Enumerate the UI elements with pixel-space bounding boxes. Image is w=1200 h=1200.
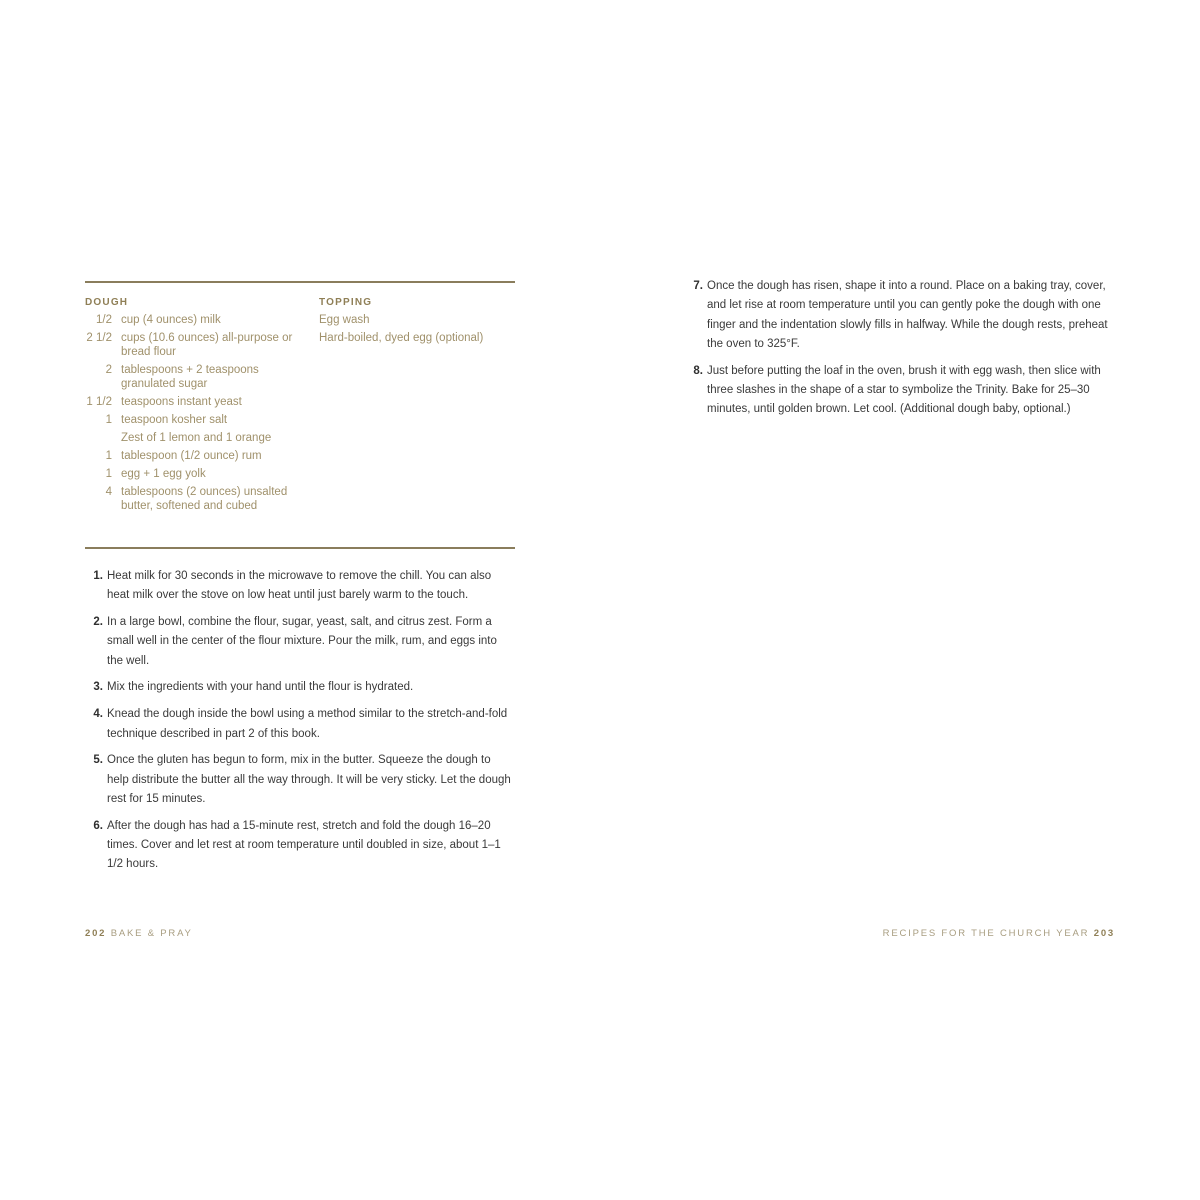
ingredient-text: egg + 1 egg yolk	[121, 468, 206, 480]
step-1	[90, 567, 515, 606]
step-number: 3.	[93, 681, 103, 694]
ingredient-qty: 2	[105, 364, 112, 376]
step-text: Knead the dough inside the bowl using a method similar to the stretch-and-fold technique described in part 2 of this book.	[107, 708, 508, 740]
ingredient-row	[85, 467, 305, 481]
step-6	[90, 817, 515, 875]
step-text: Mix the ingredients with your hand until the flour is hydrated.	[107, 681, 414, 694]
topping-item: Hard-boiled, dyed egg (optional)	[319, 332, 484, 344]
ingredient-qty: 4	[105, 486, 112, 498]
step-2	[90, 613, 515, 671]
topping-item: Egg wash	[319, 314, 370, 326]
topping-heading: TOPPING	[319, 297, 373, 308]
ingredient-qty: 1	[105, 468, 112, 480]
dough-ingredients	[85, 296, 305, 517]
ingredient-row	[85, 331, 305, 359]
ingredient-row	[85, 313, 305, 327]
ingredient-row	[85, 363, 305, 391]
right-page-footer	[883, 928, 1115, 940]
ingredient-text: cup (4 ounces) milk	[121, 314, 221, 326]
step-number: 4.	[93, 708, 103, 721]
step-4	[90, 705, 515, 744]
step-text: Once the dough has risen, shape it into a round. Place on a baking tray, cover, and let rise at room temperature until you can gently poke the dough with one finger and the indentation slowly fills in halfway. While the dough rests, preheat the oven to 325°F.	[707, 280, 1108, 350]
step-5	[90, 751, 515, 809]
ingredient-qty	[85, 431, 121, 445]
ingredient-qty: 1/2	[96, 314, 112, 326]
step-7	[690, 277, 1118, 354]
step-text: Heat milk for 30 seconds in the microwave to remove the chill. You can also heat milk over the stove on low heat until just barely warm to the touch.	[107, 570, 492, 602]
ingredient-row	[85, 485, 305, 513]
ingredient-row	[85, 395, 305, 409]
step-text: Just before putting the loaf in the oven, brush it with egg wash, then slice with three slashes in the shape of a star to symbolize the Trinity. Bake for 25–30 minutes, until golden brown. Let cool. (Additional dough baby, optional.)	[707, 364, 1101, 416]
step-number: 8.	[693, 364, 703, 377]
ingredient-row	[85, 413, 305, 427]
step-text: In a large bowl, combine the flour, sugar, yeast, salt, and citrus zest. Form a small well in the center of the flour mixture. Pour the milk, rum, and eggs into the well.	[107, 616, 497, 667]
running-title: RECIPES FOR THE CHURCH YEAR	[882, 928, 1090, 939]
topping-ingredients	[319, 296, 519, 349]
page-number: 203	[1093, 928, 1115, 939]
ingredient-text: tablespoons (2 ounces) unsalted butter, softened and cubed	[121, 486, 288, 512]
method-steps-left	[90, 567, 515, 882]
page-number: 202	[85, 928, 107, 939]
ingredient-text: teaspoon kosher salt	[121, 414, 228, 426]
step-text: Once the gluten has begun to form, mix in the butter. Squeeze the dough to help distribute the butter all the way through. It will be very sticky. Let the dough rest for 15 minutes.	[107, 754, 511, 805]
ingredient-text: tablespoons + 2 teaspoons granulated sugar	[121, 364, 259, 390]
ingredient-row	[85, 431, 305, 445]
ingredient-text: cups (10.6 ounces) all-purpose or bread flour	[121, 332, 293, 358]
method-steps-right	[690, 277, 1118, 427]
running-title: BAKE & PRAY	[110, 928, 193, 939]
step-3	[90, 678, 515, 697]
dough-heading: DOUGH	[85, 297, 129, 308]
step-number: 5.	[93, 754, 103, 767]
right-page	[600, 0, 1200, 1200]
ingredients-bottom-rule	[85, 547, 515, 549]
step-number: 6.	[93, 819, 103, 832]
ingredient-qty: 1	[105, 414, 112, 426]
step-number: 1.	[93, 570, 103, 582]
ingredient-qty: 2 1/2	[86, 332, 112, 344]
ingredient-qty: 1 1/2	[86, 396, 112, 408]
ingredients-top-rule	[85, 281, 515, 283]
step-number: 2.	[93, 616, 103, 629]
left-page-footer	[85, 928, 193, 940]
ingredient-qty: 1	[105, 450, 112, 462]
step-8	[690, 362, 1118, 420]
ingredient-text: teaspoons instant yeast	[121, 396, 242, 408]
ingredient-row	[85, 449, 305, 463]
step-text: After the dough has had a 15-minute rest, stretch and fold the dough 16–20 times. Cover and let rest at room temperature until doubled in size, about 1–1 1/2 hours.	[107, 819, 501, 871]
ingredient-text: tablespoon (1/2 ounce) rum	[121, 450, 262, 462]
ingredient-text: Zest of 1 lemon and 1 orange	[121, 432, 272, 444]
step-number: 7.	[693, 280, 703, 292]
